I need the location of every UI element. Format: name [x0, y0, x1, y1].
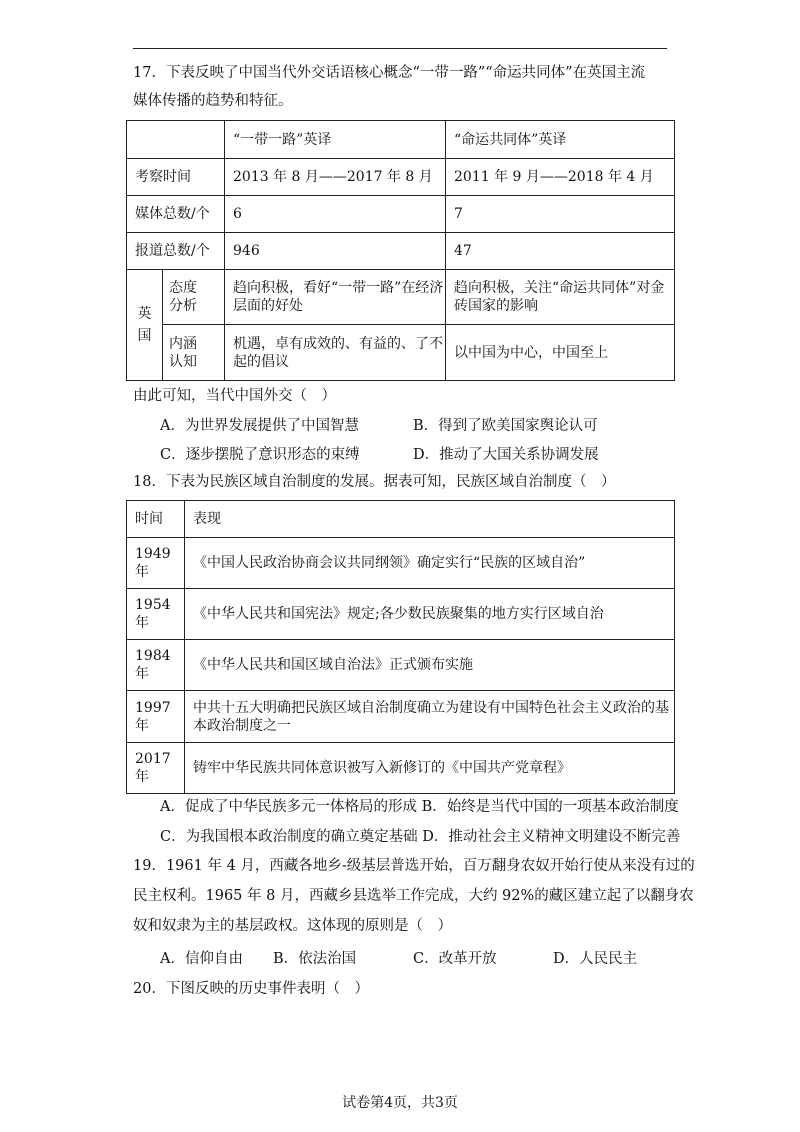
q18-content: 《中华人民共和国宪法》规定;各少数民族聚集的地方实行区域自治 [185, 589, 675, 640]
q18-content: 铸牢中华民族共同体意识被写入新修订的《中国共产党章程》 [185, 743, 675, 794]
q18-year: 1984 年 [127, 640, 185, 691]
q18-content: 《中华人民共和国区域自治法》正式颁布实施 [185, 640, 675, 691]
q18-year: 2017 年 [127, 743, 185, 794]
q19-line3: 奴和奴隶为主的基层政权。这体现的原则是（ ） [133, 918, 452, 934]
q19-option-c[interactable]: C．改革开放 [413, 951, 497, 967]
q19-line2: 民主权利。1965 年 8 月，西藏乡县选举工作完成，大约 92%的藏区建立起了以翻身农 [133, 888, 694, 904]
q17-group-label: 英国 [137, 306, 152, 344]
q18-stem: 18．下表为民族区域自治制度的发展。据表可知，民族区域自治制度（ ） [133, 474, 616, 490]
q17-header-empty [127, 121, 225, 159]
q17-subrow-label: 内涵认知 [163, 325, 225, 381]
q17-cell: 946 [225, 233, 446, 270]
q17-header-community: “命运共同体”英译 [446, 121, 675, 159]
q18-year: 1949 年 [127, 538, 185, 589]
q17-cell: 以中国为中心，中国至上 [446, 325, 675, 381]
q17-cell: 7 [446, 196, 675, 233]
q18-header-content: 表现 [185, 501, 675, 538]
q17-option-c[interactable]: C．逐步摆脱了意识形态的束缚 [160, 447, 360, 463]
q17-row-label: 媒体总数/个 [127, 196, 225, 233]
q17-table [126, 120, 675, 381]
q17-cell: 2013 年 8 月——2017 年 8 月 [225, 159, 446, 196]
q18-options-line2[interactable]: C．为我国根本政治制度的确立奠定基础 D．推动社会主义精神文明建设不断完善 [160, 829, 681, 845]
q17-option-a[interactable]: A．为世界发展提供了中国智慧 [160, 418, 359, 434]
q17-cell: 47 [446, 233, 675, 270]
q19-option-a[interactable]: A．信仰自由 [160, 951, 243, 967]
q17-option-b[interactable]: B．得到了欧美国家舆论认可 [413, 418, 598, 434]
q18-table [126, 500, 675, 794]
q17-stem-line1: 17．下表反映了中国当代外交话语核心概念“一带一路”“命运共同体”在英国主流 [133, 65, 646, 81]
q18-content: 《中国人民政治协商会议共同纲领》确定实行“民族的区域自治” [185, 538, 675, 589]
q17-cell: 趋向积极，看好“一带一路”在经济层面的好处 [225, 270, 446, 325]
q18-year: 1997 年 [127, 691, 185, 743]
q17-stem-line2: 媒体传播的趋势和特征。 [133, 93, 293, 109]
q17-header-bri: “一带一路”英译 [225, 121, 446, 159]
q18-year: 1954 年 [127, 589, 185, 640]
q19-option-b[interactable]: B．依法治国 [273, 951, 357, 967]
q17-cell: 6 [225, 196, 446, 233]
q20-stem: 20．下图反映的历史事件表明（ ） [133, 981, 369, 997]
q17-row-label: 报道总数/个 [127, 233, 225, 270]
q17-group-label-cell [127, 270, 163, 381]
q17-cell: 机遇，卓有成效的、有益的、了不起的倡议 [225, 325, 446, 381]
q19-option-d[interactable]: D．人民民主 [553, 951, 638, 967]
q17-row-label: 考察时间 [127, 159, 225, 196]
page-footer: 试卷第4页，共3页 [342, 1095, 458, 1111]
q18-options-line1[interactable]: A．促成了中华民族多元一体格局的形成 B．始终是当代中国的一项基本政治制度 [160, 799, 679, 815]
q17-subrow-label: 态度分析 [163, 270, 225, 325]
q17-question: 由此可知，当代中国外交（ ） [133, 388, 336, 404]
q18-content: 中共十五大明确把民族区域自治制度确立为建设有中国特色社会主义政治的基本政治制度之一 [185, 691, 675, 743]
q17-cell: 2011 年 9 月——2018 年 4 月 [446, 159, 675, 196]
header-rule [133, 48, 667, 49]
q18-header-time: 时间 [127, 501, 185, 538]
q17-cell: 趋向积极，关注“命运共同体”对金砖国家的影响 [446, 270, 675, 325]
q17-option-d[interactable]: D．推动了大国关系协调发展 [413, 447, 599, 463]
q19-line1: 19．1961 年 4 月，西藏各地乡-级基层普选开始，百万翻身农奴开始行使从来没有过的 [133, 858, 695, 874]
